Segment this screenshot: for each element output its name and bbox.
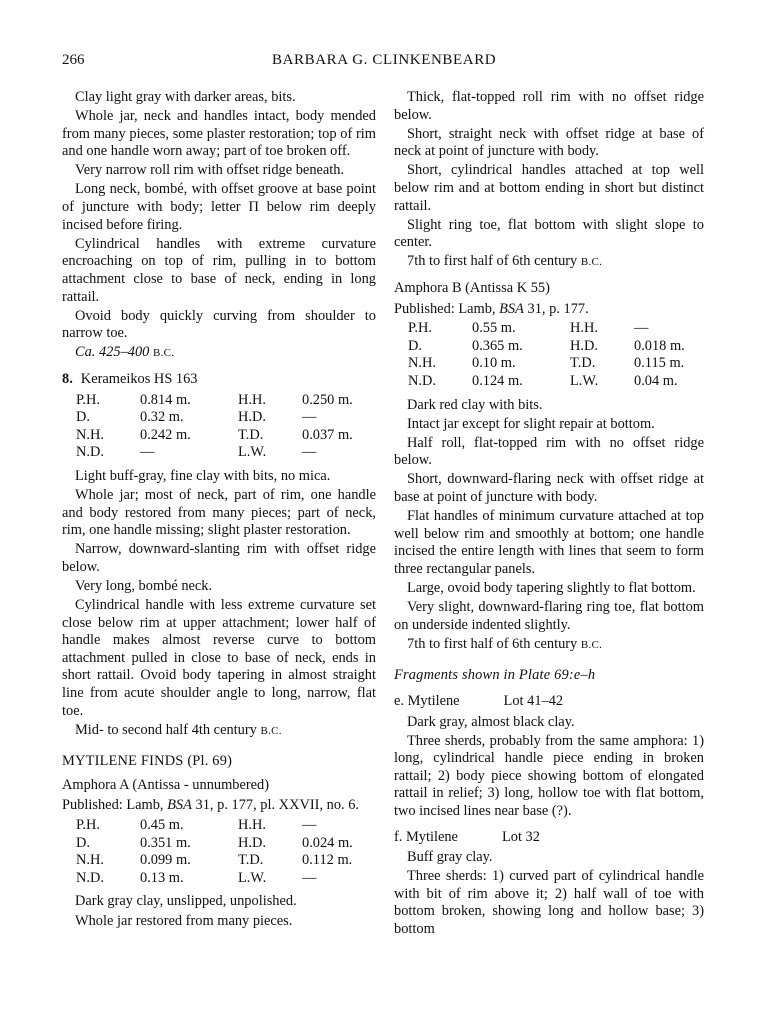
paragraph: Dark gray clay, unslipped, unpolished.	[75, 893, 297, 910]
amphora-heading: Amphora B (Antissa K 55)	[394, 279, 550, 296]
paragraph: Cylindrical handles with extreme curvature encroaching on top of rim, pulling in to bottom attachment close to base of neck, ending in long rattail.	[62, 235, 376, 305]
paragraph: Very slight, downward-flaring ring toe, flat bottom on underside indented slightly.	[394, 599, 704, 633]
fragment-heading: f. Mytilene Lot 32	[394, 828, 540, 845]
paragraph: Ovoid body quickly curving from shoulder to narrow toe.	[62, 307, 376, 342]
paragraph: Flat handles of minimum curvature attached at top well below rim and smoothly at bottom; one handle incised the entire length with lines that seem to form three rectangular panels.	[394, 508, 704, 577]
right-column	[394, 89, 704, 940]
paragraph: Short, downward-flaring neck with offset ridge at base at point of juncture with body.	[394, 471, 704, 505]
fragments-heading: Fragments shown in Plate 69:e–h	[394, 667, 596, 684]
date-line: Mid- to second half 4th century B.C.	[75, 721, 282, 738]
paragraph: Three sherds, probably from the same amphora: 1) long, cylindrical handle piece ending in broken rattail; 2) body piece showing bottom of elongated rattail in relief; 3) long, hollow toe with flat bottom, two incised lines near base (?).	[394, 732, 704, 819]
paragraph: Slight ring toe, flat bottom with slight slope to center.	[394, 216, 704, 251]
paragraph: Three sherds: 1) curved part of cylindrical handle with bit of rim above it; 2) half wall of toe with bottom broken, showing long and hollow base; 3) bottom	[394, 868, 704, 938]
paragraph: Very long, bombé neck.	[75, 577, 213, 594]
paragraph: Light buff-gray, fine clay with bits, no mica.	[75, 467, 331, 484]
paragraph: Buff gray clay.	[407, 849, 493, 866]
publication-note: Published: Lamb, BSA 31, p. 177, pl. XXVII, no. 6.	[62, 797, 360, 814]
measurements-table: P.H. 0.55 m. H.H. — D. 0.365 m. H.D. 0.018 m. N.H. 0.10 m. T.D. 0.115 m. N.D. 0.124 m. L.W. 0.04 m.	[408, 320, 685, 389]
paragraph: Clay light gray with darker areas, bits.	[75, 89, 296, 105]
paragraph: Very narrow roll rim with offset ridge beneath.	[75, 162, 345, 179]
paragraph: Whole jar restored from many pieces.	[75, 912, 293, 929]
running-title: BARBARA G. CLINKENBEARD	[272, 52, 497, 68]
paragraph: Half roll, flat-topped rim with no offset ridge below.	[394, 434, 704, 469]
date-line: Ca. 425–400 B.C.	[75, 344, 175, 361]
paragraph: Cylindrical handle with less extreme curvature set close below rim at upper attachment; lower half of handle makes almost reverse curve to bottom attachment pulled in close to base of neck, ends in short rattail. Ovoid body tapering in almost straight line from acute shoulder angle to long, narrow, flat toe.	[62, 597, 376, 719]
date-line: 7th to first half of 6th century B.C.	[407, 635, 603, 652]
page-number: 266	[62, 52, 85, 68]
amphora-heading: Amphora A (Antissa - unnumbered)	[62, 776, 270, 793]
paragraph: Short, cylindrical handles attached at top well below rim and at bottom ending in short but distinct rattail.	[394, 162, 704, 214]
fragment-heading: e. Mytilene Lot 41–42	[394, 692, 564, 709]
paragraph: Dark red clay with bits.	[407, 396, 543, 413]
paragraph: Short, straight neck with offset ridge at base of neck at point of juncture with body.	[394, 125, 704, 160]
measurements-table: P.H. 0.814 m. H.H. 0.250 m. D. 0.32 m. H.D. — N.H. 0.242 m. T.D. 0.037 m. N.D. — L.W. —	[76, 391, 353, 461]
paragraph: Long neck, bombé, with offset groove at base point of juncture with body; letter Π below rim deeply incised before firing.	[62, 181, 376, 233]
paragraph: Intact jar except for slight repair at bottom.	[407, 415, 655, 432]
paragraph: Large, ovoid body tapering slightly to flat bottom.	[407, 579, 696, 596]
paragraph: Whole jar, neck and handles intact, body mended from many pieces, some plaster restoration; top of rim and one handle worn away; part of toe broken off.	[62, 108, 376, 160]
section-heading: MYTILENE FINDS (Pl. 69)	[62, 753, 233, 770]
paragraph: Whole jar; most of neck, part of rim, one handle and body restored from many pieces; part of neck, rim, one handle missing; slight plaster restoration.	[62, 486, 376, 539]
date-line: 7th to first half of 6th century B.C.	[407, 253, 603, 270]
paragraph: Thick, flat-topped roll rim with no offset ridge below.	[394, 89, 704, 123]
left-column	[62, 89, 376, 932]
measurements-table: P.H. 0.45 m. H.H. — D. 0.351 m. H.D. 0.024 m. N.H. 0.099 m. T.D. 0.112 m. N.D. 0.13 m. L.W. —	[76, 817, 353, 886]
paragraph: Dark gray, almost black clay.	[407, 713, 575, 730]
publication-note: Published: Lamb, BSA 31, p. 177.	[394, 300, 589, 317]
paragraph: Narrow, downward-slanting rim with offset ridge below.	[62, 541, 376, 575]
catalog-entry-heading: 8. Kerameikos HS 163	[62, 370, 198, 387]
